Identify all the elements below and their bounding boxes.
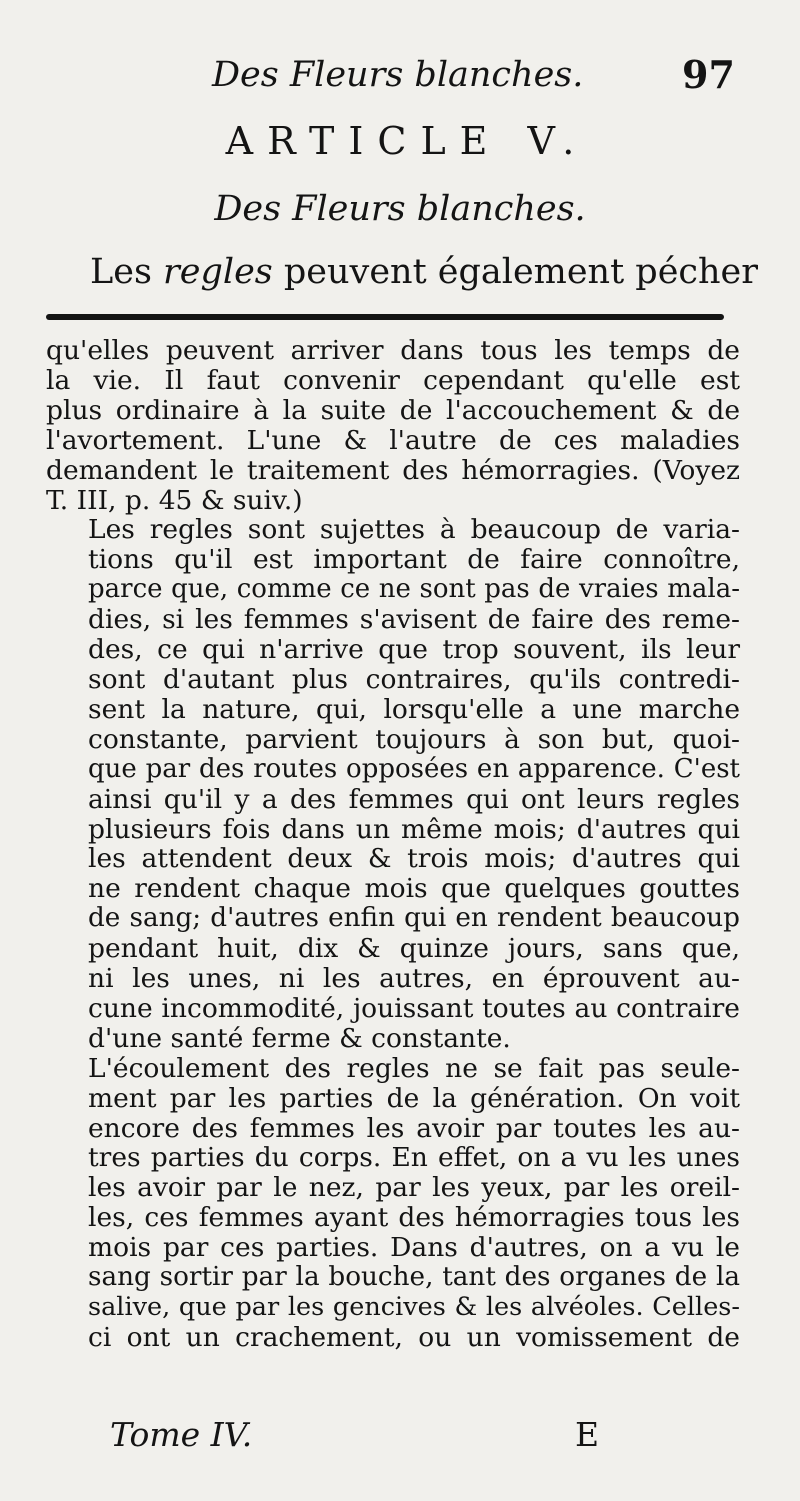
section-subtitle: Des Fleurs blanches.	[214, 189, 586, 229]
volume-signature: Tome IV.	[110, 1415, 253, 1454]
text-line: de sang; d'autres enfin qui en rendent beaucoup	[88, 903, 740, 934]
text-line: L'écoulement des regles ne se fait pas seule-	[88, 1052, 740, 1084]
text-line: parce que, comme ce ne sont pas de vraies mala-	[88, 574, 740, 605]
text-line: les, ces femmes ayant des hémorragies tous les	[88, 1202, 740, 1234]
opening-line-end: peuvent également pécher	[272, 252, 758, 292]
paragraph	[46, 515, 740, 1053]
text-line: encore des femmes les avoir par toutes les au-	[88, 1112, 740, 1144]
text-line: des, ce qui n'arrive que trop souvent, ils leur	[88, 634, 740, 666]
page-footer	[0, 1412, 800, 1458]
text-line: les avoir par le nez, par les yeux, par les oreil-	[88, 1172, 740, 1204]
page-number: 97	[682, 52, 735, 97]
text-line: tres parties du corps. En effet, on a vu les unes	[88, 1142, 740, 1174]
text-line: dies, si les femmes s'avisent de faire des reme-	[88, 604, 740, 636]
article-heading: ARTICLE V.	[225, 119, 589, 163]
text-line: constante, parvient toujours à son but, quoi-	[88, 723, 740, 755]
text-line: plusieurs fois dans un même mois; d'autres qui	[88, 813, 740, 845]
text-line: la vie. Il faut convenir cependant qu'elle est	[46, 364, 740, 396]
running-head-title: Des Fleurs blanches.	[212, 55, 584, 95]
text-line: d'une santé ferme & constante.	[88, 1022, 511, 1054]
text-line: pendant huit, dix & quinze jours, sans que,	[88, 933, 740, 965]
horizontal-rule	[46, 314, 724, 320]
text-line: ainsi qu'il y a des femmes qui ont leurs regles	[88, 783, 740, 815]
opening-line-italic: regles	[163, 252, 273, 292]
text-line: Les regles sont sujettes à beaucoup de varia-	[88, 514, 740, 546]
text-line: ne rendent chaque mois que quelques gouttes	[88, 873, 740, 905]
text-line: l'avortement. L'une & l'autre de ces maladies	[46, 424, 740, 456]
text-line: sang sortir par la bouche, tant des organes de la	[88, 1262, 740, 1293]
gathering-signature: E	[575, 1415, 600, 1454]
text-line: ci ont un crachement, ou un vomissement de	[88, 1321, 740, 1353]
opening-line	[90, 246, 758, 298]
text-line: que par des routes opposées en apparence. C'est	[88, 753, 740, 784]
text-line: ment par les parties de la génération. On voit	[88, 1082, 740, 1114]
text-line: ni les unes, ni les autres, en éprouvent au-	[88, 963, 740, 995]
text-line: cune incommodité, jouissant toutes au contraire	[88, 992, 740, 1024]
paragraph	[46, 336, 740, 515]
text-line: qu'elles peuvent arriver dans tous les temps de	[46, 335, 740, 366]
text-line: sent la nature, qui, lorsqu'elle a une marche	[88, 693, 740, 725]
running-head	[0, 50, 800, 100]
text-line: demandent le traitement des hémorragies. (Voyez	[46, 454, 740, 486]
paragraph	[46, 1054, 740, 1353]
text-line: plus ordinaire à la suite de l'accouchement & de	[46, 394, 740, 426]
text-line: mois par ces parties. Dans d'autres, on a vu le	[88, 1232, 740, 1264]
text-line: les attendent deux & trois mois; d'autres qui	[88, 843, 740, 875]
body-text	[46, 336, 740, 1353]
text-line: sont d'autant plus contraires, qu'ils contredi-	[88, 663, 740, 695]
text-line: T. III, p. 45 & suiv.)	[46, 484, 303, 516]
text-line: salive, que par les gencives & les alvéoles. Celles-	[88, 1292, 740, 1322]
text-line: tions qu'il est important de faire connoître,	[88, 544, 740, 576]
opening-line-start: Les	[90, 252, 164, 292]
